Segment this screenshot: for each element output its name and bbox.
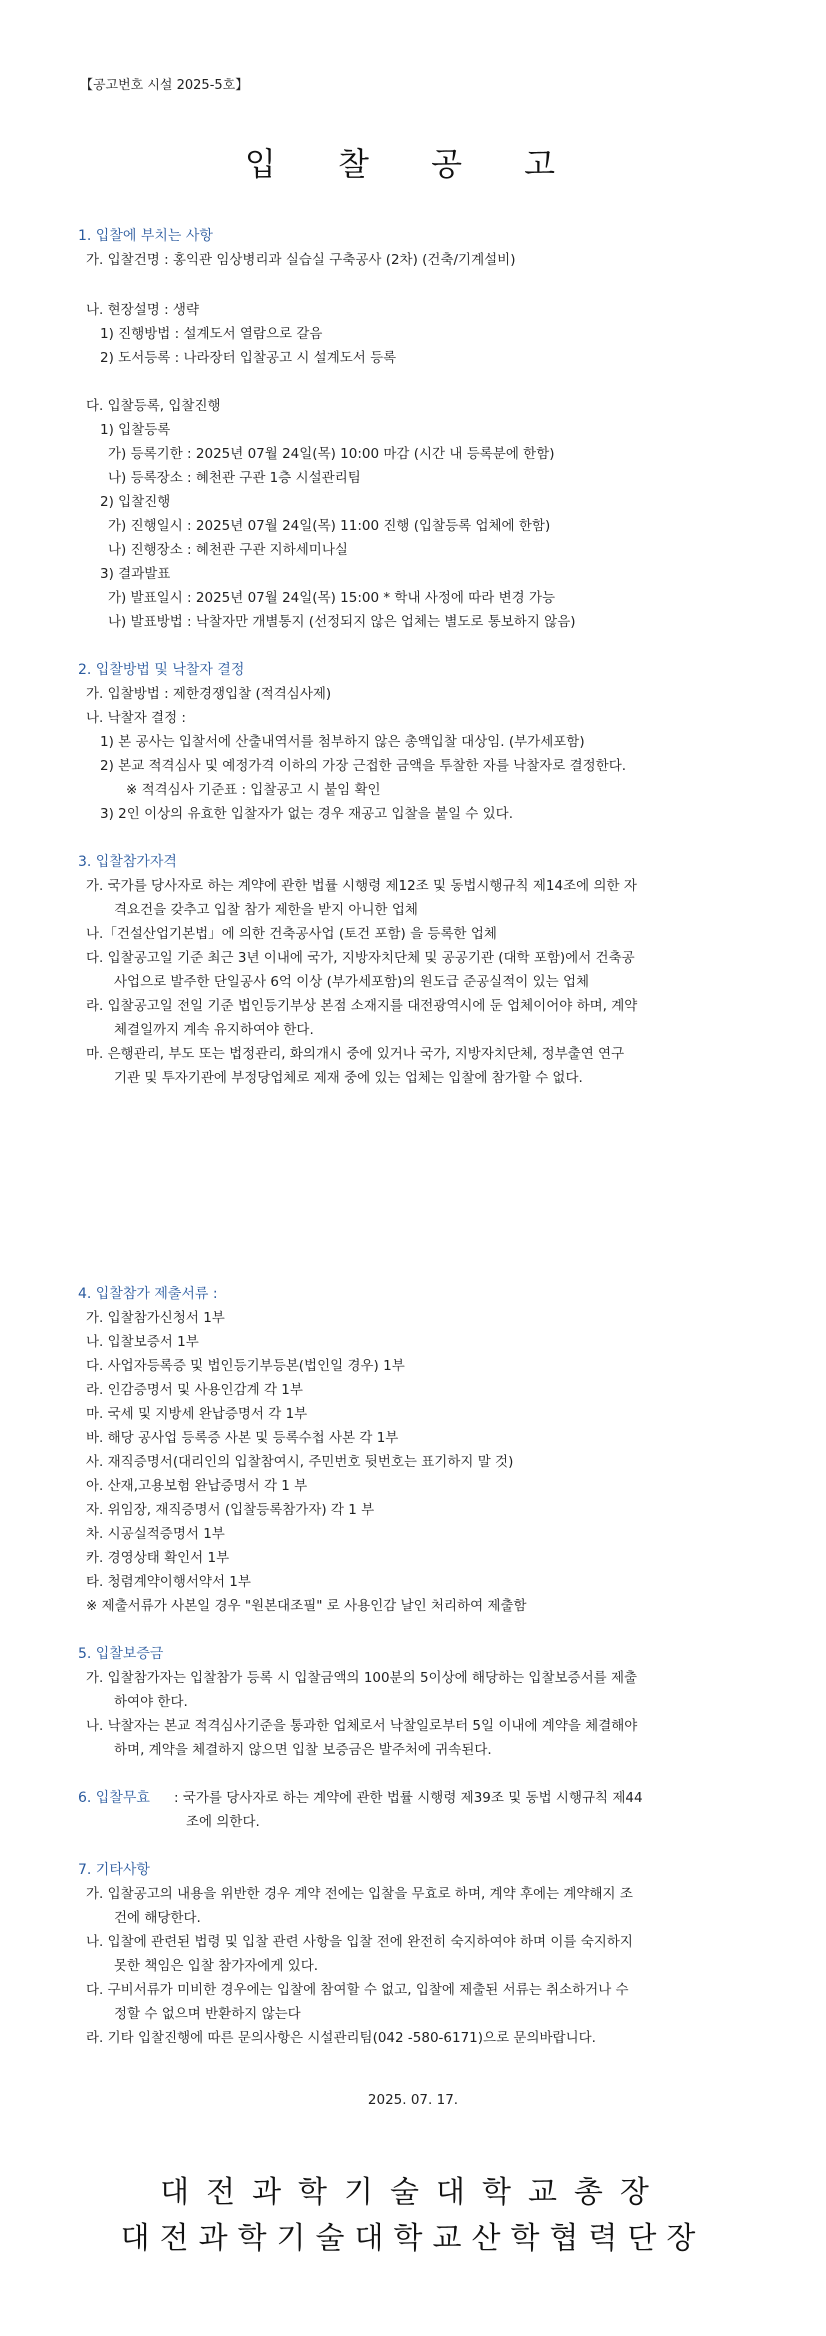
- s1-item-c3: 3) 결과발표: [100, 566, 171, 582]
- s2-item-b: 나. 낙찰자 결정 :: [86, 710, 186, 726]
- s2-item-b2: 2) 본교 적격심사 및 예정가격 이하의 가장 근접한 금액을 투찰한 자를 낙찰자로 결정한다.: [100, 758, 627, 774]
- s6-text-line2: 조에 의한다.: [186, 1814, 260, 1830]
- s5-item-b-line1: 나. 낙찰자는 본교 적격심사기준을 통과한 업체로서 낙찰일로부터 5일 이내에 계약을 체결해야: [86, 1718, 638, 1734]
- s3-item-d-line2: 체결일까지 계속 유지하여야 한다.: [114, 1022, 314, 1038]
- section-7-heading: 7. 기타사항: [78, 1862, 150, 1878]
- s4-item-j: 차. 시공실적증명서 1부: [86, 1526, 225, 1542]
- s6-text-line1: : 국가를 당사자로 하는 계약에 관한 법률 시행령 제39조 및 동법 시행규칙 제44: [174, 1790, 643, 1806]
- s1-item-c: 다. 입찰등록, 입찰진행: [86, 398, 221, 414]
- issuer-president: 대전과학기술대학교총장: [160, 2175, 666, 2210]
- section-4-heading: 4. 입찰참가 제출서류 :: [78, 1286, 218, 1302]
- notice-date: 2025. 07. 17.: [367, 2092, 459, 2108]
- s4-item-b: 나. 입찰보증서 1부: [86, 1334, 199, 1350]
- s1-item-c1a: 가) 등록기한 : 2025년 07월 24일(목) 10:00 마감 (시간 내 등록분에 한함): [108, 446, 555, 462]
- section-5-heading: 5. 입찰보증금: [78, 1646, 164, 1662]
- s2-item-b3: 3) 2인 이상의 유효한 입찰자가 없는 경우 재공고 입찰을 붙일 수 있다.: [100, 806, 514, 822]
- section-1-heading: 1. 입찰에 부치는 사항: [78, 228, 213, 244]
- s4-note: ※ 제출서류가 사본일 경우 "원본대조필" 로 사용인감 날인 처리하여 제출함: [86, 1598, 527, 1614]
- s3-item-a-line2: 격요건을 갖추고 입찰 참가 제한을 받지 아니한 업체: [114, 902, 418, 918]
- section-3-heading: 3. 입찰참가자격: [78, 854, 177, 870]
- s3-item-e-line1: 마. 은행관리, 부도 또는 법정관리, 화의개시 중에 있거나 국가, 지방자치단체, 정부출연 연구: [86, 1046, 625, 1062]
- s1-item-b: 나. 현장설명 : 생략: [86, 302, 200, 318]
- s7-item-b-line2: 못한 책임은 입찰 참가자에게 있다.: [114, 1958, 319, 1974]
- s1-item-b2: 2) 도서등록 : 나라장터 입찰공고 시 설계도서 등록: [100, 350, 397, 366]
- s3-item-b: 나.「건설산업기본법」에 의한 건축공사업 (토건 포함) 을 등록한 업체: [86, 926, 497, 942]
- s4-item-i: 자. 위임장, 재직증명서 (입찰등록참가자) 각 1 부: [86, 1502, 375, 1518]
- s5-item-b-line2: 하며, 계약을 체결하지 않으면 입찰 보증금은 발주처에 귀속된다.: [114, 1742, 492, 1758]
- s4-item-h: 아. 산재,고용보험 완납증명서 각 1 부: [86, 1478, 308, 1494]
- s1-item-c2b: 나) 진행장소 : 혜천관 구관 지하세미나실: [108, 542, 348, 558]
- s3-item-a-line1: 가. 국가를 당사자로 하는 계약에 관한 법률 시행령 제12조 및 동법시행규칙 제14조에 의한 자: [86, 878, 637, 894]
- issuer-foundation-head: 대전과학기술대학교산학협력단장: [120, 2221, 706, 2256]
- s7-item-c-line1: 다. 구비서류가 미비한 경우에는 입찰에 참여할 수 없고, 입찰에 제출된 서류는 취소하거나 수: [86, 1982, 629, 1998]
- s7-item-d: 라. 기타 입찰진행에 따른 문의사항은 시설관리팀(042 -580-6171)으로 문의바랍니다.: [86, 2030, 596, 2046]
- section-2-heading: 2. 입찰방법 및 낙찰자 결정: [78, 662, 245, 678]
- s1-item-c3b: 나) 발표방법 : 낙찰자만 개별통지 (선정되지 않은 업체는 별도로 통보하지 않음): [108, 614, 576, 630]
- s2-item-b2-note: ※ 적격심사 기준표 : 입찰공고 시 붙임 확인: [126, 782, 381, 798]
- s3-item-c-line1: 다. 입찰공고일 기준 최근 3년 이내에 국가, 지방자치단체 및 공공기관 (대학 포함)에서 건축공: [86, 950, 635, 966]
- s7-item-a-line1: 가. 입찰공고의 내용을 위반한 경우 계약 전에는 입찰을 무효로 하며, 계약 후에는 계약해지 조: [86, 1886, 633, 1902]
- page-title: 입 찰 공 고: [244, 145, 582, 183]
- s5-item-a-line1: 가. 입찰참가자는 입찰참가 등록 시 입찰금액의 100분의 5이상에 해당하는 입찰보증서를 제출: [86, 1670, 638, 1686]
- s1-item-b1: 1) 진행방법 : 설계도서 열람으로 갈음: [100, 326, 323, 342]
- s3-item-d-line1: 라. 입찰공고일 전일 기준 법인등기부상 본점 소재지를 대전광역시에 둔 업체이어야 하며, 계약: [86, 998, 638, 1014]
- s7-item-c-line2: 정할 수 없으며 반환하지 않는다: [114, 2006, 301, 2022]
- notice-number: 【공고번호 시설 2025-5호】: [80, 78, 249, 93]
- s1-item-c1: 1) 입찰등록: [100, 422, 171, 438]
- s4-item-d: 라. 인감증명서 및 사용인감계 각 1부: [86, 1382, 303, 1398]
- s4-item-l: 타. 청렴계약이행서약서 1부: [86, 1574, 251, 1590]
- s2-item-a: 가. 입찰방법 : 제한경쟁입찰 (적격심사제): [86, 686, 332, 702]
- s3-item-c-line2: 사업으로 발주한 단일공사 6억 이상 (부가세포함)의 원도급 준공실적이 있는 업체: [114, 974, 590, 990]
- s4-item-k: 카. 경영상태 확인서 1부: [86, 1550, 230, 1566]
- s4-item-a: 가. 입찰참가신청서 1부: [86, 1310, 225, 1326]
- s5-item-a-line2: 하여야 한다.: [114, 1694, 188, 1710]
- s4-item-e: 마. 국세 및 지방세 완납증명서 각 1부: [86, 1406, 308, 1422]
- s1-item-a: 가. 입찰건명 : 홍익관 임상병리과 실습실 구축공사 (2차) (건축/기계설비): [86, 252, 516, 268]
- section-6-heading: 6. 입찰무효: [78, 1790, 150, 1806]
- s1-item-c2: 2) 입찰진행: [100, 494, 171, 510]
- s7-item-a-line2: 건에 해당한다.: [114, 1910, 201, 1926]
- s1-item-c1b: 나) 등록장소 : 혜천관 구관 1층 시설관리팀: [108, 470, 361, 486]
- s3-item-e-line2: 기관 및 투자기관에 부정당업체로 제재 중에 있는 업체는 입찰에 참가할 수 없다.: [114, 1070, 583, 1086]
- s7-item-b-line1: 나. 입찰에 관련된 법령 및 입찰 관련 사항을 입찰 전에 완전히 숙지하여야 하며 이를 숙지하지: [86, 1934, 633, 1950]
- s1-item-c3a: 가) 발표일시 : 2025년 07월 24일(목) 15:00 * 학내 사정에 따라 변경 가능: [108, 590, 556, 606]
- s4-item-c: 다. 사업자등록증 및 법인등기부등본(법인일 경우) 1부: [86, 1358, 405, 1374]
- s1-item-c2a: 가) 진행일시 : 2025년 07월 24일(목) 11:00 진행 (입찰등록 업체에 한함): [108, 518, 551, 534]
- s2-item-b1: 1) 본 공사는 입찰서에 산출내역서를 첨부하지 않은 총액입찰 대상임. (부가세포함): [100, 734, 585, 750]
- s4-item-f: 바. 해당 공사업 등록증 사본 및 등록수첩 사본 각 1부: [86, 1430, 399, 1446]
- s4-item-g: 사. 재직증명서(대리인의 입찰참여시, 주민번호 뒷번호는 표기하지 말 것): [86, 1454, 514, 1470]
